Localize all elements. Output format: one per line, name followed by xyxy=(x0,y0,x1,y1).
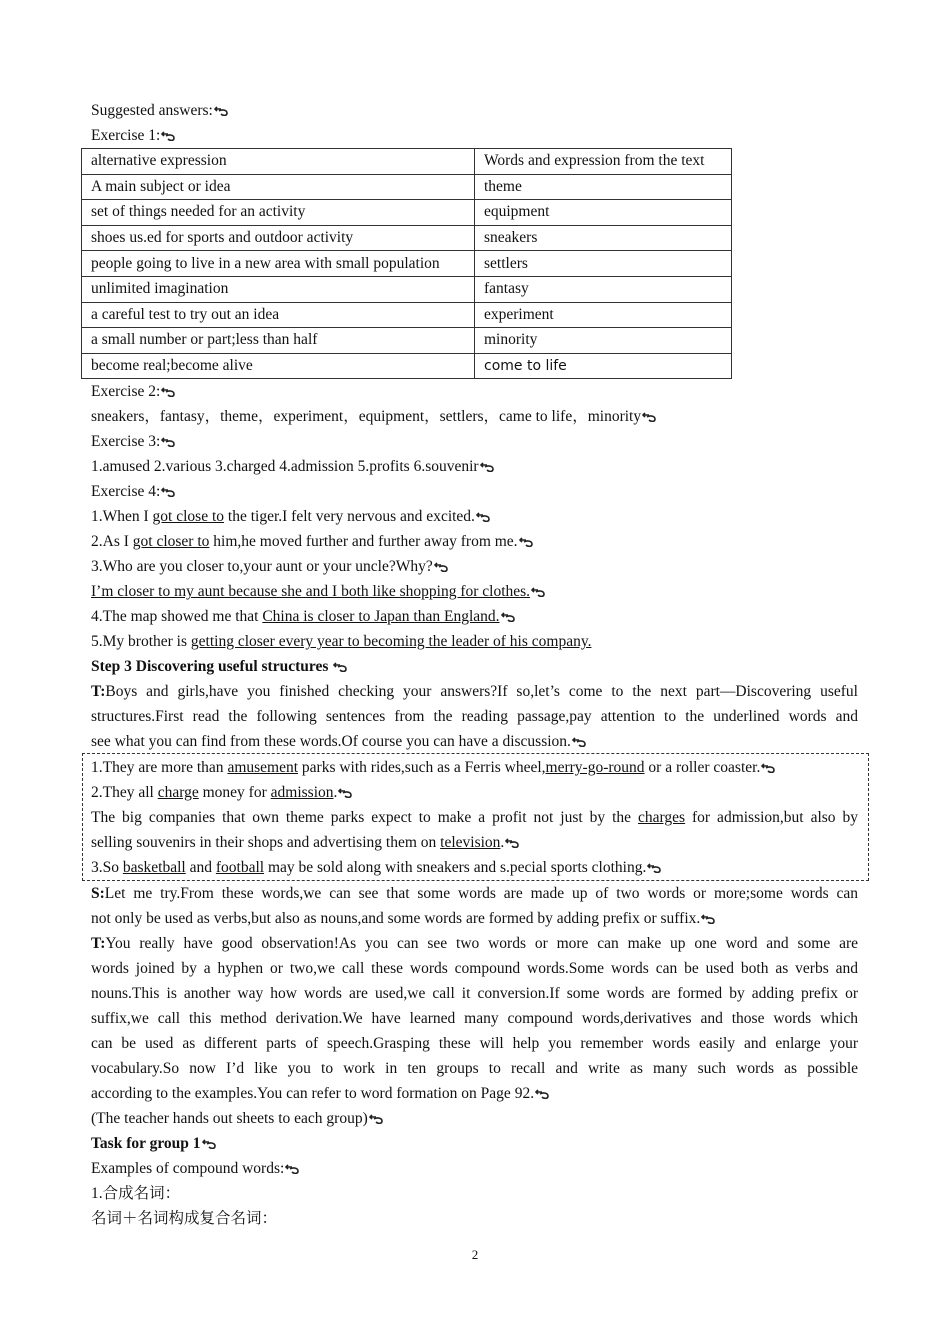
text-segment: Boys and girls,have you finished checking your answers?If so,let’s come to the next part—Discovering useful xyxy=(105,683,858,701)
table-row xyxy=(82,251,732,277)
text-line xyxy=(91,780,858,805)
paragraph-mark-icon xyxy=(476,505,492,515)
paragraph-mark-icon xyxy=(519,530,535,540)
text-segment: and xyxy=(185,859,216,877)
text-segment: the tiger.I felt very nervous and excited. xyxy=(224,508,475,526)
text-line xyxy=(91,454,858,479)
table-row xyxy=(82,276,732,302)
text-segment: 2.They all xyxy=(91,784,158,802)
underlined-text: I’m closer to my aunt because she and I both like shopping for clothes. xyxy=(91,583,531,601)
expression-cell: unlimited imagination xyxy=(82,276,475,302)
paragraph-mark-icon xyxy=(501,605,517,615)
text-segment: suffix,we call this method derivation.We have learned many compound words,derivatives and those words which xyxy=(91,1010,858,1028)
underlined-text: merry-go-round xyxy=(545,759,645,777)
text-line xyxy=(91,1006,858,1031)
paragraph-mark-icon xyxy=(161,124,177,134)
text-line xyxy=(91,855,858,880)
underlined-text: got close to xyxy=(152,508,225,526)
underlined-text: basketball xyxy=(122,859,186,877)
table-row xyxy=(82,225,732,251)
text-line xyxy=(91,654,858,679)
expression-cell: shoes us.ed for sports and outdoor activity xyxy=(82,225,475,251)
paragraph-mark-icon xyxy=(202,1132,218,1142)
underlined-text: China is closer to Japan than England. xyxy=(262,608,500,626)
text-segment: . xyxy=(500,834,505,852)
text-line xyxy=(91,1081,858,1106)
text-line xyxy=(91,1031,858,1056)
text-line xyxy=(91,906,858,931)
paragraph-mark-icon xyxy=(161,480,177,490)
text-line xyxy=(91,504,858,529)
text-line xyxy=(91,881,858,906)
text-segment: 1.合成名词： xyxy=(91,1185,181,1203)
text-segment: words joined by a hyphen or two,we call these words compound words.Some words can be used both as verbs and xyxy=(91,960,858,978)
text-segment: selling souvenirs in their shops and advertising them on xyxy=(91,834,441,852)
paragraph-mark-icon xyxy=(572,730,588,740)
paragraph-mark-icon xyxy=(701,907,717,917)
underlined-text: charge xyxy=(157,784,199,802)
word-cell: settlers xyxy=(475,251,732,277)
text-segment: 1.They are more than xyxy=(91,759,228,777)
text-segment: for admission,but also by xyxy=(685,809,858,827)
table-row xyxy=(82,302,732,328)
text-segment: money for xyxy=(198,784,271,802)
text-line xyxy=(91,729,858,754)
text-segment: 2.As I xyxy=(91,533,133,551)
expression-cell: alternative expression xyxy=(82,149,475,175)
underlined-text: got closer to xyxy=(132,533,210,551)
text-line xyxy=(91,629,858,654)
bold-text: Task for group 1 xyxy=(91,1135,201,1153)
text-segment: Exercise 2: xyxy=(91,383,161,401)
paragraph-mark-icon xyxy=(338,781,354,791)
text-segment: may be sold along with sneakers and s.pecial sports clothing. xyxy=(264,859,647,877)
text-line xyxy=(91,981,858,1006)
heading-text: Suggested answers: xyxy=(91,102,213,119)
paragraph-mark-icon xyxy=(434,555,450,565)
text-segment: can be used as different parts of speech.Grasping these will help you remember words easily and enlarge your xyxy=(91,1035,858,1053)
table-row xyxy=(82,200,732,226)
underlined-text: football xyxy=(215,859,265,877)
underlined-text: admission xyxy=(270,784,334,802)
paragraph-mark-icon xyxy=(642,405,658,415)
suggested-answers-heading xyxy=(91,98,858,123)
text-segment: see what you can find from these words.Of course you can have a discussion. xyxy=(91,733,571,751)
word-cell: come to life xyxy=(475,353,732,379)
text-segment: Examples of compound words: xyxy=(91,1160,285,1178)
text-line xyxy=(91,429,858,454)
text-line xyxy=(91,554,858,579)
text-segment: 4.The map showed me that xyxy=(91,608,263,626)
text-segment: 5.My brother is xyxy=(91,633,191,651)
word-cell: Words and expression from the text xyxy=(475,149,732,175)
text-segment: vocabulary.So now I’d like you to work in ten groups to recall and write as many such words as possible xyxy=(91,1060,858,1078)
exercise1-table xyxy=(81,148,732,379)
text-line xyxy=(91,1131,858,1156)
paragraph-mark-icon xyxy=(761,756,777,766)
text-line xyxy=(91,1181,858,1206)
text-segment: 名词＋名词构成复合名词： xyxy=(91,1210,278,1228)
text-segment: him,he moved further and further away from me. xyxy=(209,533,518,551)
text-segment: nouns.This is another way how words are used,we call it conversion.If some words are formed by adding prefix or xyxy=(91,985,858,1003)
text-segment: Let me try.From these words,we can see that some words are made up of two words or more;some words can xyxy=(104,885,858,903)
expression-cell: a small number or part;less than half xyxy=(82,328,475,354)
text-line xyxy=(91,404,858,429)
text-line xyxy=(91,1156,858,1181)
text-line xyxy=(91,679,858,704)
text-segment: You really have good observation!As you can see two words or more can make up one word and some are xyxy=(105,935,858,953)
paragraph-mark-icon xyxy=(531,580,547,590)
text-line xyxy=(91,704,858,729)
text-segment: or a roller coaster. xyxy=(644,759,761,777)
text-segment: 1.When I xyxy=(91,508,153,526)
underlined-text: getting closer every year to becoming the leader of his company. xyxy=(190,633,592,651)
text-line xyxy=(91,604,858,629)
word-cell: theme xyxy=(475,174,732,200)
word-cell: minority xyxy=(475,328,732,354)
paragraph-mark-icon xyxy=(161,430,177,440)
text-segment: according to the examples.You can refer to word formation on Page 92. xyxy=(91,1085,535,1103)
expression-cell: people going to live in a new area with small population xyxy=(82,251,475,277)
paragraph-mark-icon xyxy=(647,856,663,866)
text-line xyxy=(91,755,858,780)
bold-text: T: xyxy=(91,683,106,701)
bold-text: Step 3 Discovering useful structures xyxy=(91,658,333,676)
underlined-text: television xyxy=(440,834,501,852)
paragraph-mark-icon xyxy=(285,1157,301,1167)
text-segment: Exercise 3: xyxy=(91,433,161,451)
word-cell: experiment xyxy=(475,302,732,328)
paragraph-mark-icon xyxy=(333,655,349,665)
bold-text: S: xyxy=(91,885,105,903)
text-line xyxy=(91,479,858,504)
text-segment: The big companies that own theme parks expect to make a profit not just by the xyxy=(91,809,638,827)
word-cell: fantasy xyxy=(475,276,732,302)
expression-cell: become real;become alive xyxy=(82,353,475,379)
table-row xyxy=(82,174,732,200)
text-segment: sneakers，fantasy，theme，experiment，equipment，settlers，came to life，minority xyxy=(91,408,642,426)
paragraph-mark-icon xyxy=(480,455,496,465)
underlined-text: amusement xyxy=(227,759,299,777)
text-segment: structures.First read the following sentences from the reading passage,pay attention to the underlined words and xyxy=(91,708,858,726)
table-row xyxy=(82,353,732,379)
exercise1-label-text: Exercise 1: xyxy=(91,127,161,144)
text-segment: not only be used as verbs,but also as nouns,and some words are formed by adding prefix or suffix. xyxy=(91,910,701,928)
text-line xyxy=(91,931,858,956)
page-number: 2 xyxy=(471,1247,479,1262)
text-line xyxy=(91,579,858,604)
text-segment: 3.Who are you closer to,your aunt or your uncle?Why? xyxy=(91,558,433,576)
text-segment: (The teacher hands out sheets to each group) xyxy=(91,1110,368,1128)
paragraph-mark-icon xyxy=(161,380,177,390)
word-cell: equipment xyxy=(475,200,732,226)
table-row xyxy=(82,328,732,354)
text-segment: Exercise 4: xyxy=(91,483,161,501)
text-line xyxy=(91,805,858,830)
text-line xyxy=(91,379,858,404)
paragraph-mark-icon xyxy=(214,99,230,109)
exercise1-label xyxy=(91,123,858,148)
word-cell: sneakers xyxy=(475,225,732,251)
text-line xyxy=(91,956,858,981)
text-line xyxy=(91,1206,858,1231)
text-line xyxy=(91,529,858,554)
paragraph-mark-icon xyxy=(535,1082,551,1092)
text-segment: . xyxy=(333,784,338,802)
text-segment: parks with rides,such as a Ferris wheel, xyxy=(298,759,546,777)
bold-text: T: xyxy=(91,935,106,953)
text-line xyxy=(91,830,858,855)
expression-cell: a careful test to try out an idea xyxy=(82,302,475,328)
text-line xyxy=(91,1056,858,1081)
paragraph-mark-icon xyxy=(369,1107,385,1117)
expression-cell: A main subject or idea xyxy=(82,174,475,200)
table-header-row xyxy=(82,149,732,175)
text-line xyxy=(91,1106,858,1131)
underlined-text: charges xyxy=(638,809,686,827)
text-segment: 3.So xyxy=(91,859,123,877)
text-segment: 1.amused 2.various 3.charged 4.admission 5.profits 6.souvenir xyxy=(91,458,479,476)
paragraph-mark-icon xyxy=(505,831,521,841)
expression-cell: set of things needed for an activity xyxy=(82,200,475,226)
